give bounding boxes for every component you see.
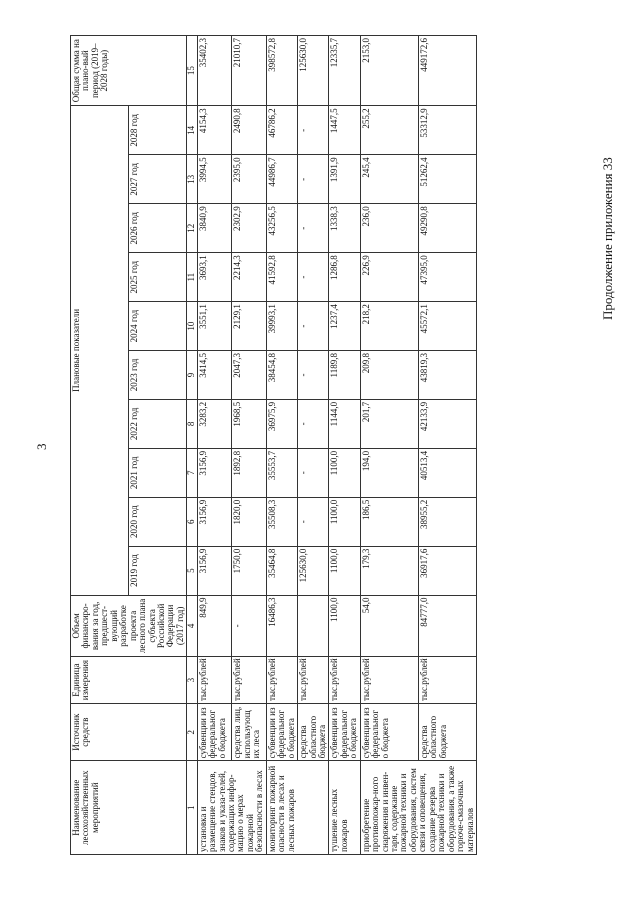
year-value: 44986,7 bbox=[266, 155, 297, 204]
year-value: 1750,0 bbox=[232, 546, 267, 595]
header-unit: Единица измерения bbox=[71, 657, 187, 704]
column-index: 9 bbox=[187, 351, 197, 400]
year-value: 3840,9 bbox=[197, 204, 232, 253]
total-value: 21010,7 bbox=[232, 36, 267, 106]
base-volume: 84777,0 bbox=[418, 595, 476, 657]
funding-source: средства областного бюджета bbox=[298, 704, 329, 761]
measure-name: установка и размещение стендов, знаков и указа-телей, содержащих инфор-мацию о мерах пожарной безопасности в лесах bbox=[197, 761, 266, 855]
year-value: 3156,9 bbox=[197, 497, 232, 546]
table-row bbox=[266, 36, 297, 855]
year-value: 2129,1 bbox=[232, 302, 267, 351]
column-index: 2 bbox=[187, 704, 197, 761]
column-index: 4 bbox=[187, 595, 197, 657]
year-value: 51262,4 bbox=[418, 155, 476, 204]
funding-source: субвенции из федерального бюджета bbox=[197, 704, 232, 761]
year-value: 36917,6 bbox=[418, 546, 476, 595]
year-value: 2214,3 bbox=[232, 253, 267, 302]
header-year: 2028 год bbox=[129, 106, 187, 155]
year-value: 38955,2 bbox=[418, 497, 476, 546]
table-row bbox=[418, 36, 476, 855]
column-index: 7 bbox=[187, 448, 197, 497]
year-value: 3414,5 bbox=[197, 351, 232, 400]
column-index: 3 bbox=[187, 657, 197, 704]
year-value: 2047,3 bbox=[232, 351, 267, 400]
year-value: 1100,0 bbox=[329, 546, 360, 595]
total-value: 12335,7 bbox=[329, 36, 360, 106]
year-value: 3283,2 bbox=[197, 399, 232, 448]
year-value: 3156,9 bbox=[197, 546, 232, 595]
year-value: 53312,9 bbox=[418, 106, 476, 155]
table-row bbox=[197, 36, 232, 855]
unit: тыс.рублей bbox=[232, 657, 267, 704]
funding-source: субвенции из федерального бюджета bbox=[266, 704, 297, 761]
year-value: 1447,5 bbox=[329, 106, 360, 155]
year-value: 201,7 bbox=[360, 399, 418, 448]
page-number: 3 bbox=[34, 443, 49, 450]
year-value: 1100,0 bbox=[329, 497, 360, 546]
year-value: 40513,4 bbox=[418, 448, 476, 497]
unit: тыс.рублей bbox=[197, 657, 232, 704]
column-index: 14 bbox=[187, 106, 197, 155]
header-year: 2022 год bbox=[129, 399, 187, 448]
year-value: 3156,9 bbox=[197, 448, 232, 497]
column-index: 11 bbox=[187, 253, 197, 302]
year-value: 3693,1 bbox=[197, 253, 232, 302]
header-year: 2023 год bbox=[129, 351, 187, 400]
column-index: 12 bbox=[187, 204, 197, 253]
year-value: 226,9 bbox=[360, 253, 418, 302]
unit: тыс.рублей bbox=[329, 657, 360, 704]
column-index: 5 bbox=[187, 546, 197, 595]
total-value: 398572,8 bbox=[266, 36, 297, 106]
year-value: 209,8 bbox=[360, 351, 418, 400]
year-value: - bbox=[298, 399, 329, 448]
total-value: 125630,0 bbox=[298, 36, 329, 106]
year-value: 35553,7 bbox=[266, 448, 297, 497]
year-value: - bbox=[298, 448, 329, 497]
table-row bbox=[360, 36, 418, 855]
year-value: 41592,8 bbox=[266, 253, 297, 302]
year-value: 179,3 bbox=[360, 546, 418, 595]
forestry-measures-table bbox=[70, 35, 477, 855]
year-value: 1820,0 bbox=[232, 497, 267, 546]
year-value: 186,5 bbox=[360, 497, 418, 546]
year-value: 1286,8 bbox=[329, 253, 360, 302]
column-index: 8 bbox=[187, 399, 197, 448]
year-value: 46786,2 bbox=[266, 106, 297, 155]
year-value: 47395,0 bbox=[418, 253, 476, 302]
column-index: 6 bbox=[187, 497, 197, 546]
total-value: 35402,3 bbox=[197, 36, 232, 106]
year-value: 35508,3 bbox=[266, 497, 297, 546]
year-value: 1189,8 bbox=[329, 351, 360, 400]
header-base-volume: Объем финансиро-вания за год, предшест-вующий разработке проекта лесного плана субъекта Российской Федерации (2017 год) bbox=[71, 595, 187, 657]
rotated-table-container bbox=[70, 35, 620, 855]
total-value: 2153,0 bbox=[360, 36, 418, 106]
table-body bbox=[197, 36, 476, 855]
column-index: 10 bbox=[187, 302, 197, 351]
year-value: 194,0 bbox=[360, 448, 418, 497]
base-volume bbox=[298, 595, 329, 657]
measure-name: мониторинг пожарной опасности в лесах и лесных пожаров bbox=[266, 761, 329, 855]
base-volume: 16486,3 bbox=[266, 595, 297, 657]
header-year: 2019 год bbox=[129, 546, 187, 595]
table-row bbox=[329, 36, 360, 855]
year-value: 43256,5 bbox=[266, 204, 297, 253]
base-volume: 1100,0 bbox=[329, 595, 360, 657]
year-value: - bbox=[298, 155, 329, 204]
measure-name: тушение лесных пожаров bbox=[329, 761, 360, 855]
year-value: 245,4 bbox=[360, 155, 418, 204]
year-value: 42133,9 bbox=[418, 399, 476, 448]
base-volume: 54,0 bbox=[360, 595, 418, 657]
year-value: 1892,8 bbox=[232, 448, 267, 497]
year-value: 1144,0 bbox=[329, 399, 360, 448]
year-value: 1391,9 bbox=[329, 155, 360, 204]
year-value: 2302,9 bbox=[232, 204, 267, 253]
year-value: 4154,3 bbox=[197, 106, 232, 155]
year-value: 1237,4 bbox=[329, 302, 360, 351]
year-value: 3551,1 bbox=[197, 302, 232, 351]
year-value: 1338,3 bbox=[329, 204, 360, 253]
year-value: 3994,5 bbox=[197, 155, 232, 204]
year-value: - bbox=[298, 302, 329, 351]
unit: тыс.рублей bbox=[298, 657, 329, 704]
header-year: 2020 год bbox=[129, 497, 187, 546]
header-year: 2025 год bbox=[129, 253, 187, 302]
funding-source: средства лиц, использующих леса bbox=[232, 704, 267, 761]
funding-source: субвенции из федерального бюджета bbox=[360, 704, 418, 761]
year-value: 49290,8 bbox=[418, 204, 476, 253]
base-volume: 849,9 bbox=[197, 595, 232, 657]
year-value: - bbox=[298, 204, 329, 253]
year-value: 218,2 bbox=[360, 302, 418, 351]
year-value: 43819,3 bbox=[418, 351, 476, 400]
year-value: 1968,5 bbox=[232, 399, 267, 448]
base-volume: - bbox=[232, 595, 267, 657]
year-value: 125630,0 bbox=[298, 546, 329, 595]
column-index: 15 bbox=[187, 36, 197, 106]
year-value: 2490,8 bbox=[232, 106, 267, 155]
header-total: Общая сумма на плано-вый период (2019–2028 годы) bbox=[71, 36, 187, 106]
year-value: 2395,0 bbox=[232, 155, 267, 204]
unit: тыс.рублей bbox=[418, 657, 476, 704]
funding-source: субвенции из федерального бюджета bbox=[329, 704, 360, 761]
year-value: - bbox=[298, 253, 329, 302]
year-value: 236,0 bbox=[360, 204, 418, 253]
total-value: 449172,6 bbox=[418, 36, 476, 106]
header-year: 2027 год bbox=[129, 155, 187, 204]
table-row bbox=[298, 36, 329, 855]
column-index: 13 bbox=[187, 155, 197, 204]
year-value: 38454,8 bbox=[266, 351, 297, 400]
year-value: - bbox=[298, 106, 329, 155]
continuation-label: Продолжение приложения 33 bbox=[600, 157, 615, 320]
funding-source: средства областного бюджета bbox=[418, 704, 476, 761]
column-index-row bbox=[187, 36, 197, 855]
unit: тыс.рублей bbox=[266, 657, 297, 704]
header-year: 2024 год bbox=[129, 302, 187, 351]
year-value: - bbox=[298, 497, 329, 546]
year-value: 1100,0 bbox=[329, 448, 360, 497]
year-value: - bbox=[298, 351, 329, 400]
year-value: 35464,8 bbox=[266, 546, 297, 595]
year-value: 39993,1 bbox=[266, 302, 297, 351]
year-value: 36975,9 bbox=[266, 399, 297, 448]
year-value: 255,2 bbox=[360, 106, 418, 155]
header-year: 2021 год bbox=[129, 448, 187, 497]
header-year: 2026 год bbox=[129, 204, 187, 253]
year-value: 45572,1 bbox=[418, 302, 476, 351]
column-index: 1 bbox=[187, 761, 197, 855]
header-funding-source: Источник средств bbox=[71, 704, 187, 761]
table-row bbox=[232, 36, 267, 855]
measure-name: приобретение противопожар-ного снаряжения и инвен-таря, содержание пожарной техники и оборудования, систем связи и оповещения, создание резерва пожарной техники и оборудования, а также горюче-смазочных материалов bbox=[360, 761, 476, 855]
header-measure-name: Наименование лесохозяйственных мероприятий bbox=[71, 761, 187, 855]
unit: тыс.рублей bbox=[360, 657, 418, 704]
header-plan-group: Плановые показатели bbox=[71, 106, 129, 595]
